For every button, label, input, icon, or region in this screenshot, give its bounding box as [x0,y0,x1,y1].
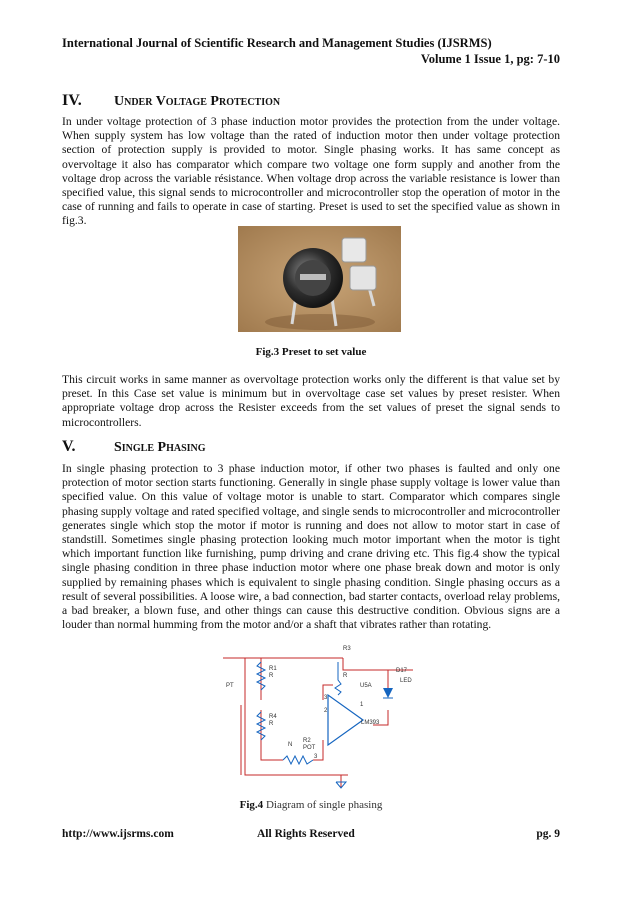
led-symbol [383,688,393,698]
label-pin1: 1 [360,702,364,708]
label-r4: R4 [269,714,277,720]
footer-url[interactable]: http://www.ijsrms.com [62,828,174,840]
label-lm393: LM393 [361,720,380,726]
label-d17: D17 [396,668,408,674]
label-pin3: 3 [324,695,328,701]
single-phasing-circuit [223,640,423,790]
fig4-caption-text: Diagram of single phasing [263,799,383,811]
label-r2: R2 [303,738,311,744]
fig3-caption-text: Fig.3 Preset to set value [255,346,367,358]
section-heading-5 [62,438,206,456]
footer-rights: All Rights Reserved [257,828,355,840]
comparator-symbol [328,695,363,745]
fig4-caption [62,799,560,811]
footer-page-number: pg. 9 [536,828,560,840]
label-pt: PT [226,683,234,689]
journal-title: International Journal of Scientific Research and Management Studies (IJSRMS) [62,36,492,50]
paragraph-under-voltage: In under voltage protection of 3 phase induction motor provides the protection from the under voltage. When supply system has low voltage than the rated of induction motor then under voltage protection section of protection supply is provided to motor. Single phasing works. It has same concept as overvoltage it also has comparator which compare two voltage one form supply and another from the voltage drop across the variable résistance. When voltage drop across the variable resistance is lower than specified value, this signal sends to microcontroller and microcontroller stop the operation of motor in the case of running and fails to operate in case of starting. Preset is used to set the specified value as shown in fig.3. [62,115,560,228]
section-heading-4 [62,92,280,110]
label-r1: R1 [269,666,277,672]
label-pot: POT [303,745,316,751]
running-header [62,35,560,67]
section-title: Under Voltage Protection [114,94,281,109]
label-r: R [343,673,348,679]
section-number: IV. [62,92,82,109]
fig3-caption [62,346,560,358]
paragraph-preset: This circuit works in same manner as overvoltage protection works only the different is that value set by preset. In this Case set value is minimum but in overvoltage case set values by preset resister. When appropriate voltage drop across the Resister exceeds from the set values of preset the signal sends to microcontrollers. [62,373,560,429]
label-pin2: 2 [324,708,328,714]
paragraph-single-phasing: In single phasing protection to 3 phase induction motor, if other two phases is faulted and only one protection of motor section starts functioning. Generally in single phase supply voltage is lower value than specified value. On this value of voltage motor is unable to start. Comparator which compares single phasing supply voltage and rated specified voltage, and single sends to microcontroller and microcontroller generates single which stop the motor if motor is running and does not allow to motor start in case of standstill. Sometimes single phasing protection looking much motor important when the motor is tight which important function like furnishing, pump driving and crane driving etc. This fig.4 show the typical single phasing condition in three phase induction motor where one phase break down and motor is only supplied by remaining phases which is equivalent to single phasing condition. Single phasing occurs as a result of several possibilities. A loose wire, a bad connection, bad starter contacts, overload relay problems, a bad breaker, a blown fuse, and other things can cause this destructive condition. Obvious signs are a louder than normal humming from the motor and/or a shaft that vibrates rather than rotating. [62,462,560,632]
preset-photo [238,226,401,332]
label-pot-pin3: 3 [314,754,318,760]
label-r4-value: R [269,721,274,727]
section-title: Single Phasing [114,440,206,455]
circuit-diagram [223,640,423,790]
label-led: LED [400,678,412,684]
label-r3: R3 [343,646,351,652]
preset-potentiometer-image [238,226,401,332]
fig4-label: Fig.4 [239,799,264,811]
label-u5a: U5A [360,683,372,689]
label-n: N [288,742,293,748]
section-number: V. [62,438,76,455]
label-r1-value: R [269,673,274,679]
issue-info: Volume 1 Issue 1, pg: 7-10 [420,52,560,66]
